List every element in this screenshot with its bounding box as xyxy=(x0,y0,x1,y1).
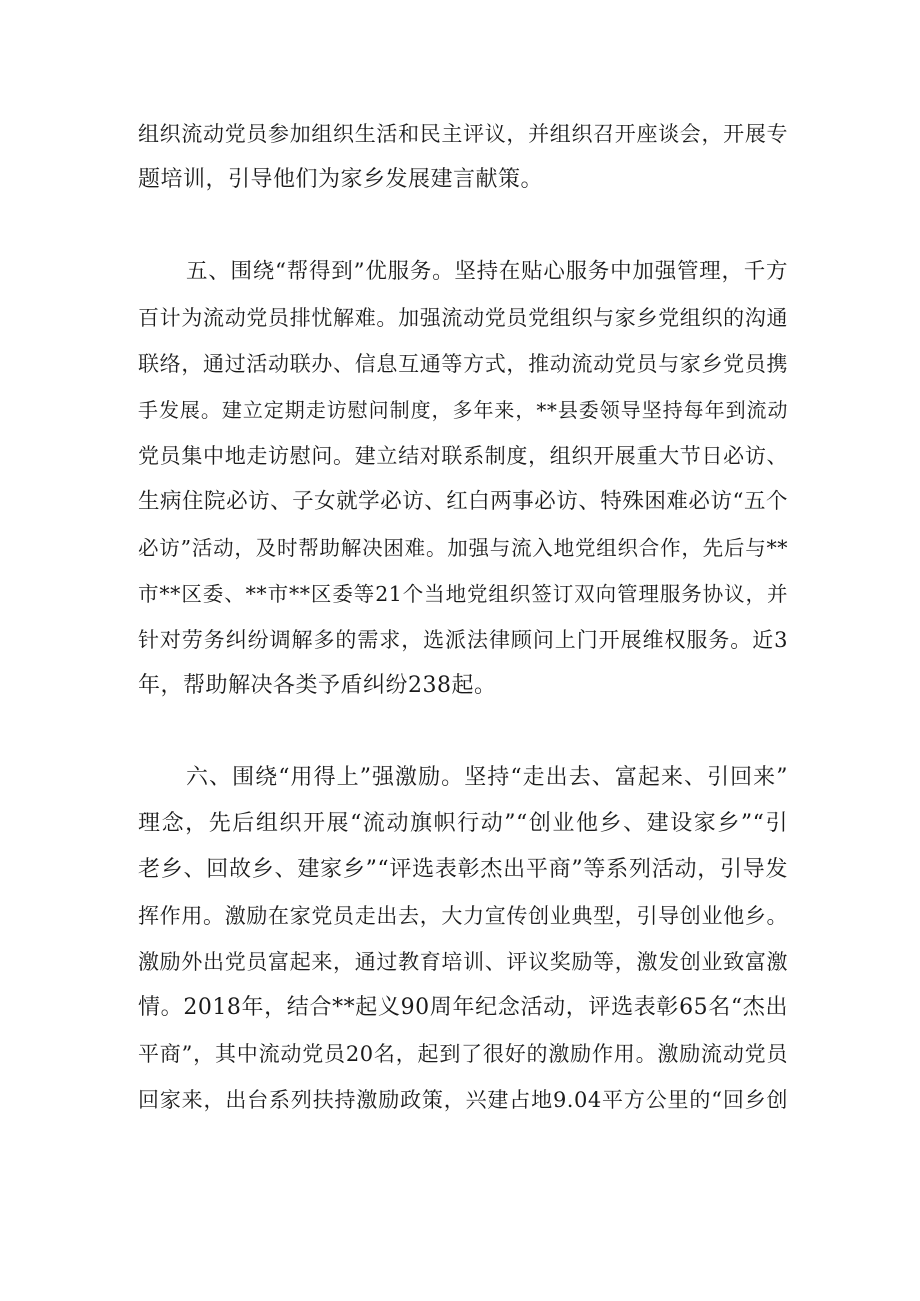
paragraph-line: 理念，先后组织开展“流动旗帜行动”“创业他乡、建设家乡”“引 xyxy=(138,811,788,836)
paragraph-line: 生病住院必访、子女就学必访、红白两事必访、特殊困难必访“五个 xyxy=(138,489,788,514)
paragraph-line: 题培训，引导他们为家乡发展建言献策。 xyxy=(138,167,544,192)
paragraph-line: 老乡、回故乡、建家乡”“评选表彰杰出平商”等系列活动，引导发 xyxy=(138,857,788,882)
paragraph-line: 回家来，出台系列扶持激励政策，兴建占地9.04平方公里的“回乡创 xyxy=(138,1088,788,1112)
section-5-heading-line: 五、围绕“帮得到”优服务。坚持在贴心服务中加强管理，千方 xyxy=(186,259,788,284)
paragraph-line: 手发展。建立定期走访慰问制度，多年来，**县委领导坚持每年到流动 xyxy=(138,398,788,422)
paragraph-line: 针对劳务纠纷调解多的需求，选派法律顾问上门开展维权服务。近3 xyxy=(138,628,788,652)
paragraph-line: 组织流动党员参加组织生活和民主评议，并组织召开座谈会，开展专 xyxy=(138,122,788,146)
paragraph-line: 市**区委、**市**区委等21个当地党组织签订双向管理服务协议，并 xyxy=(138,582,788,606)
section-6-heading-line: 六、围绕“用得上”强激励。坚持“走出去、富起来、引回来” xyxy=(186,765,788,790)
paragraph-line: 百计为流动党员排忧解难。加强流动党员党组织与家乡党组织的沟通 xyxy=(138,306,788,330)
paragraph-line: 党员集中地走访慰问。建立结对联系制度，组织开展重大节日必访、 xyxy=(138,444,788,468)
paragraph-line: 激励外出党员富起来，通过教育培训、评议奖励等，激发创业致富激 xyxy=(138,950,788,974)
paragraph-line: 必访”活动，及时帮助解决困难。加强与流入地党组织合作，先后与** xyxy=(138,536,788,560)
paragraph-line: 情。2018年，结合**起义90周年纪念活动，评选表彰65名“杰出 xyxy=(138,995,788,1020)
paragraph-line: 挥作用。激励在家党员走出去，大力宣传创业典型，引导创业他乡。 xyxy=(138,904,788,928)
paragraph-line: 联络，通过活动联办、信息互通等方式，推动流动党员与家乡党员携 xyxy=(138,352,788,376)
paragraph-line: 年，帮助解决各类予盾纠纷238起。 xyxy=(138,673,497,698)
paragraph-line: 平商”，其中流动党员20名，起到了很好的激励作用。激励流动党员 xyxy=(138,1042,788,1066)
